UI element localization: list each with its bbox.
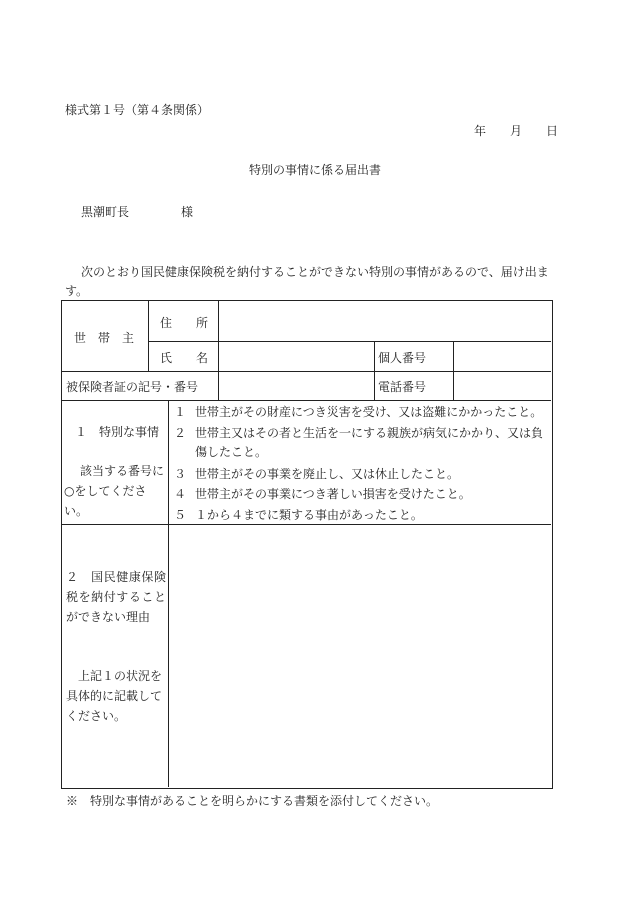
option-text: 世帯主又はその者と生活を一にする親族が病気にかかり、又は負傷したこと。 (195, 426, 544, 459)
option-number: ５ (174, 508, 187, 522)
circumstance-option-1[interactable] (174, 403, 542, 422)
date-line (474, 122, 558, 139)
personal-number-label: 個人番号 (378, 351, 427, 365)
address-label: 住 所 (160, 316, 209, 330)
circumstance-option-5[interactable] (174, 506, 423, 525)
reason-heading: ２ 国民健康保険税を納付することができない理由 (66, 570, 166, 624)
special-circumstance-heading: １ 特別な事情 (75, 425, 160, 439)
address-field[interactable] (219, 301, 550, 340)
option-number: ２ (174, 426, 187, 440)
intro-text: 次のとおり国民健康保険税を納付することができない特別の事情があるので、届け出ます。 (65, 265, 549, 298)
date-month-label: 月 (510, 124, 523, 138)
householder-label: 世 帯 主 (74, 331, 135, 345)
option-text: １から４までに類する事由があったこと。 (195, 508, 423, 522)
name-field[interactable] (219, 342, 373, 370)
option-text: 世帯主がその事業につき著しい損害を受けたこと。 (195, 487, 471, 501)
name-label: 氏 名 (160, 351, 209, 365)
circumstance-option-4[interactable] (174, 485, 471, 504)
option-number: ４ (174, 487, 187, 501)
reason-field[interactable] (169, 525, 550, 786)
personal-number-field[interactable] (454, 342, 550, 370)
row-divider (61, 400, 551, 401)
insurance-card-label: 被保険者証の記号・番号 (66, 380, 199, 394)
addressee-honorific: 様 (181, 205, 194, 219)
special-circumstance-instruction: 該当する番号に○をしてください。 (64, 464, 165, 518)
insurance-card-field[interactable] (219, 372, 373, 399)
col-divider (374, 341, 375, 400)
addressee (81, 203, 193, 220)
reason-instruction: 上記１の状況を具体的に記載してください。 (66, 669, 163, 723)
phone-field[interactable] (454, 372, 550, 399)
date-day-label: 日 (546, 124, 559, 138)
form-number: 様式第１号（第４条関係） (65, 103, 210, 117)
circumstance-option-2[interactable] (174, 424, 546, 462)
option-text: 世帯主がその事業を廃止し、又は休止したこと。 (195, 467, 460, 481)
phone-label: 電話番号 (378, 380, 427, 394)
option-text: 世帯主がその財産につき災害を受け、又は盗難にかかったこと。 (195, 405, 543, 419)
document-title: 特別の事情に係る届出書 (248, 163, 381, 177)
option-number: ３ (174, 467, 187, 481)
footnote: ※ 特別な事情があることを明らかにする書類を添付してください。 (66, 794, 439, 808)
col-divider (148, 300, 149, 372)
date-year-label: 年 (474, 124, 487, 138)
circumstance-option-3[interactable] (174, 465, 459, 484)
option-number: １ (174, 405, 187, 419)
addressee-name: 黒潮町長 (81, 205, 130, 219)
